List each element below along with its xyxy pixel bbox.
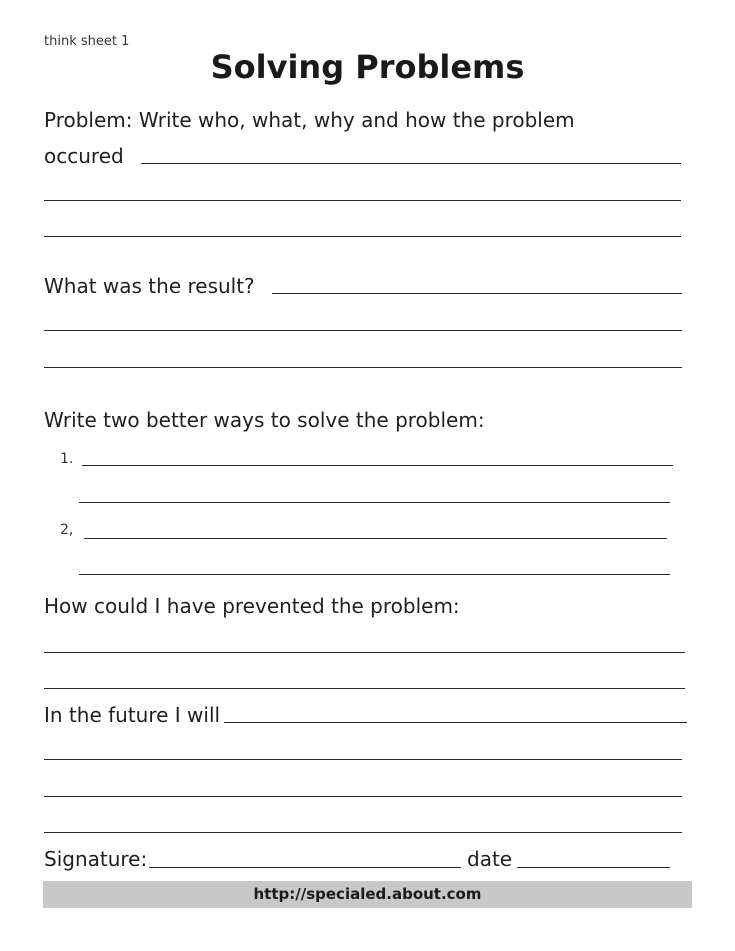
sheet-label: think sheet 1 — [44, 34, 130, 49]
better-way-answer-line[interactable] — [82, 465, 673, 466]
future-answer-line[interactable] — [44, 832, 682, 833]
date-label: date — [467, 847, 513, 871]
result-prompt: What was the result? — [44, 274, 255, 298]
future-prompt: In the future I will — [44, 703, 221, 727]
prevented-answer-line[interactable] — [44, 688, 685, 689]
prevented-prompt: How could I have prevented the problem: — [44, 594, 460, 618]
result-answer-line[interactable] — [44, 367, 682, 368]
problem-prompt-continued: occured — [44, 144, 124, 168]
problem-answer-line[interactable] — [44, 200, 681, 201]
result-answer-line[interactable] — [44, 330, 682, 331]
prevented-answer-line[interactable] — [44, 652, 685, 653]
problem-answer-line[interactable] — [44, 236, 681, 237]
date-line[interactable] — [517, 867, 670, 868]
footer-bar — [43, 881, 692, 908]
page-title: Solving Problems — [210, 48, 525, 86]
better-way-answer-line[interactable] — [84, 538, 667, 539]
better-way-answer-line[interactable] — [79, 574, 670, 575]
signature-label: Signature: — [44, 847, 148, 871]
better-way-answer-line[interactable] — [79, 502, 670, 503]
problem-prompt: Problem: Write who, what, why and how the problem — [44, 108, 575, 132]
better-ways-prompt: Write two better ways to solve the problem: — [44, 408, 485, 432]
future-answer-line[interactable] — [44, 796, 682, 797]
better-way-number-1: 1. — [60, 451, 74, 467]
future-answer-line[interactable] — [44, 759, 682, 760]
future-answer-line[interactable] — [224, 722, 687, 723]
signature-line[interactable] — [149, 867, 461, 868]
footer-url[interactable]: http://specialed.about.com — [253, 885, 482, 903]
result-answer-line[interactable] — [272, 293, 682, 294]
problem-answer-line[interactable] — [141, 163, 681, 164]
better-way-number-2: 2, — [60, 522, 74, 538]
